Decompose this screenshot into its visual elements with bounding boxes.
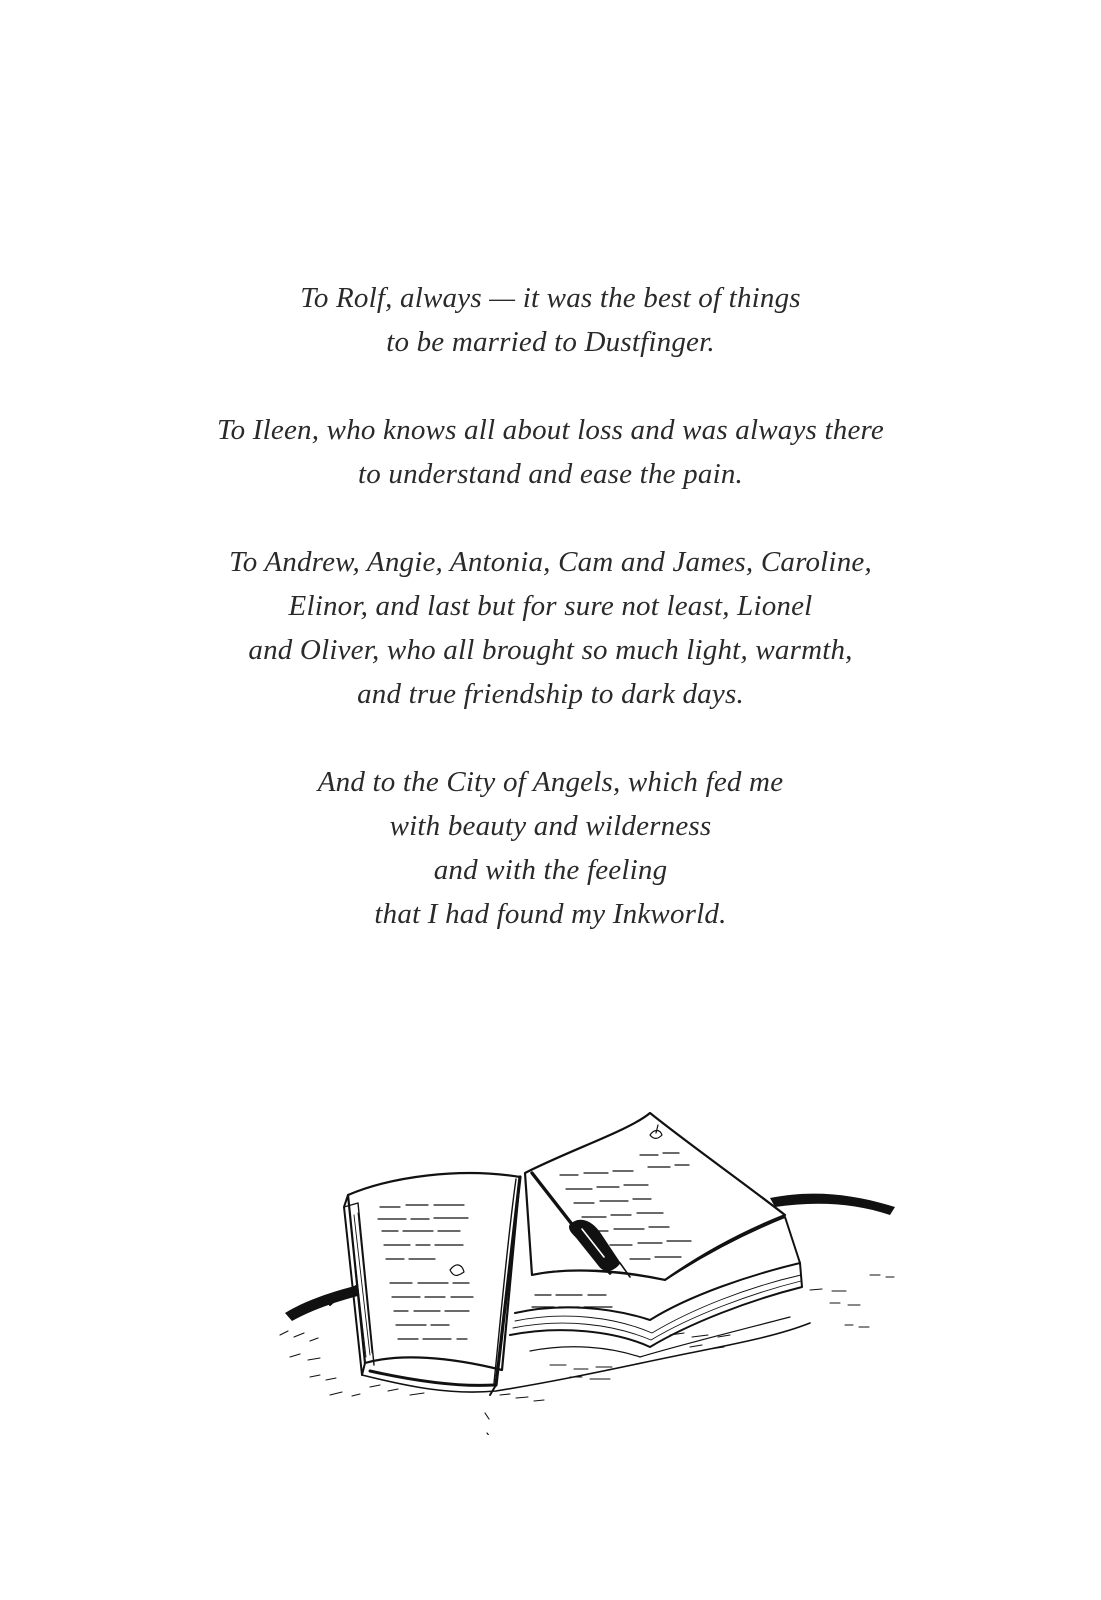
dedication-line: Elinor, and last but for sure not least, Lionel — [288, 590, 813, 622]
dedication-line: to be married to Dustfinger. — [386, 326, 715, 358]
dedication-line: To Andrew, Angie, Antonia, Cam and James, Caroline, — [229, 546, 872, 578]
dedication-stanza — [0, 540, 1101, 716]
dedication-stanza — [0, 760, 1101, 936]
dedication-line: with beauty and wilderness — [389, 810, 712, 842]
dedication-line: to understand and ease the pain. — [358, 458, 743, 490]
dedication-line: that I had found my Inkworld. — [374, 898, 727, 930]
dedication-line: To Ileen, who knows all about loss and was always there — [216, 414, 884, 446]
dedication-text — [0, 276, 1101, 936]
dedication-line: And to the City of Angels, which fed me — [317, 766, 784, 798]
dedication-stanza — [0, 276, 1101, 364]
dedication-line: and true friendship to dark days. — [357, 678, 744, 710]
open-book-with-pen-icon — [270, 1095, 910, 1435]
dedication-line: To Rolf, always — it was the best of things — [300, 282, 801, 314]
dedication-line: and with the feeling — [433, 854, 668, 886]
dedication-stanza — [0, 408, 1101, 496]
dedication-line: and Oliver, who all brought so much light, warmth, — [248, 634, 853, 666]
